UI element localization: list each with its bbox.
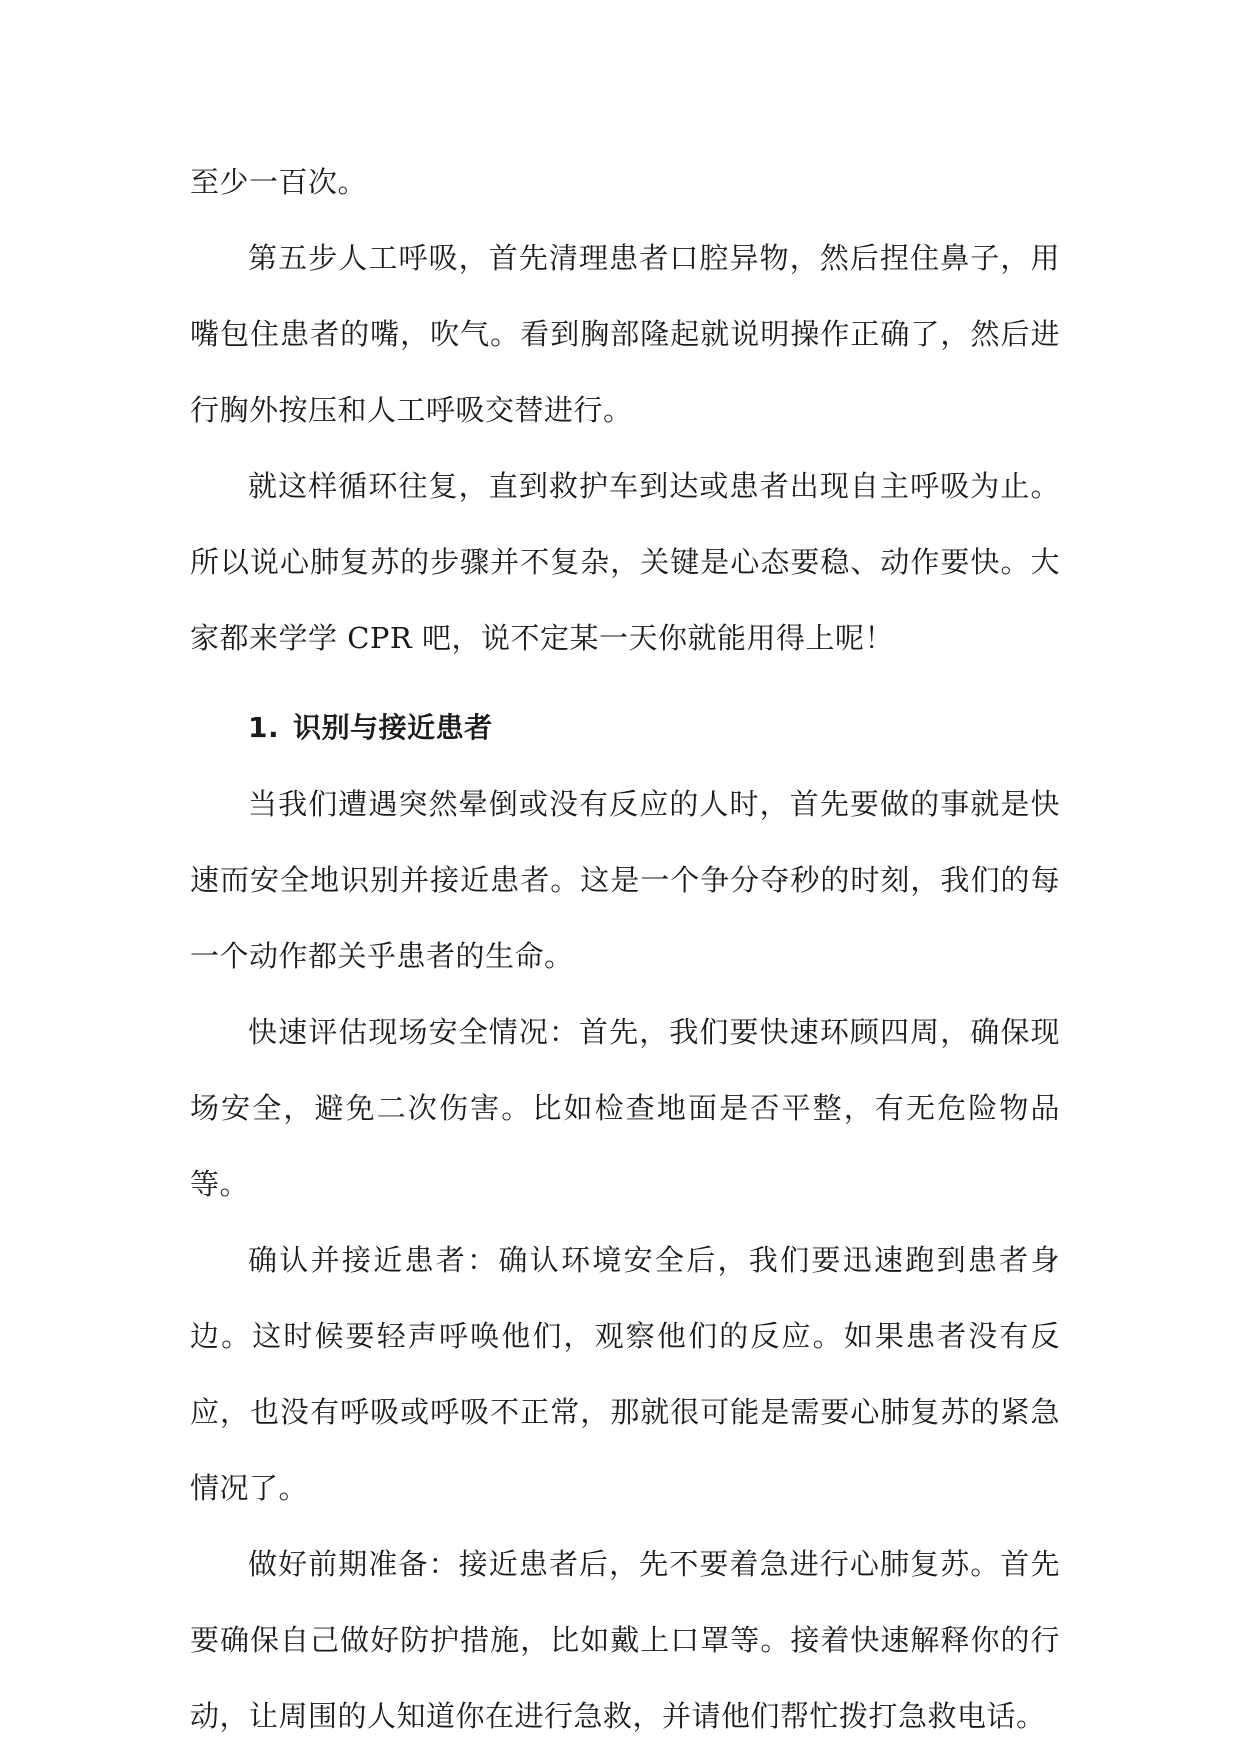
paragraph-step-five-rescue-breathing: 第五步人工呼吸，首先清理患者口腔异物，然后捏住鼻子，用嘴包住患者的嘴，吹气。看到胸部隆起就说明操作正确了，然后进行胸外按压和人工呼吸交替进行。 (190, 241, 1060, 427)
paragraph-preparation: 做好前期准备：接近患者后，先不要着急进行心肺复苏。首先要确保自己做好防护措施，比如戴上口罩等。接着快速解释你的行动，让周围的人知道你在进行急救，并请他们帮忙拨打急救电话。 (190, 1547, 1060, 1733)
paragraph-continuation: 至少一百次。 (190, 165, 368, 199)
paragraph-confirm-approach-patient: 确认并接近患者：确认环境安全后，我们要迅速跑到患者身边。这时候要轻声呼唤他们，观察他们的反应。如果患者没有反应，也没有呼吸或呼吸不正常，那就很可能是需要心肺复苏的紧急情况了。 (190, 1243, 1060, 1505)
section-heading (190, 690, 1060, 766)
section-title: 识别与接近患者 (293, 711, 493, 744)
paragraph-assess-scene-safety: 快速评估现场安全情况：首先，我们要快速环顾四周，确保现场安全，避免二次伤害。比如检查地面是否平整，有无危险物品等。 (190, 1015, 1060, 1201)
document-page (190, 144, 1060, 1754)
section-number: 1. (248, 711, 280, 744)
paragraph-identify-intro: 当我们遭遇突然晕倒或没有反应的人时，首先要做的事就是快速而安全地识别并接近患者。这是一个争分夺秒的时刻，我们的每一个动作都关乎患者的生命。 (190, 787, 1060, 973)
paragraph-cpr-summary: 就这样循环往复，直到救护车到达或患者出现自主呼吸为止。所以说心肺复苏的步骤并不复杂，关键是心态要稳、动作要快。大家都来学学 CPR 吧，说不定某一天你就能用得上呢！ (190, 469, 1060, 655)
